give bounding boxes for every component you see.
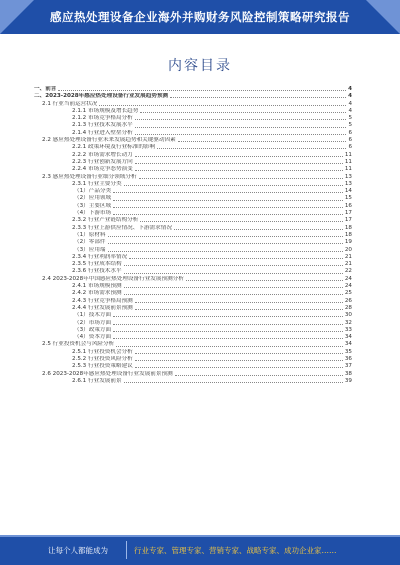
footer-slogan-right: 行业专家、管理专家、营销专家、战略专家、成功企业家…… bbox=[134, 546, 337, 555]
toc-entry[interactable] bbox=[34, 290, 352, 297]
toc-entry-page: 13 bbox=[344, 180, 352, 187]
toc-entry-title: （1）技术方面 bbox=[74, 312, 112, 319]
toc-entry-page: 14 bbox=[344, 188, 352, 195]
toc-entry[interactable] bbox=[34, 210, 352, 217]
toc-leader-dots bbox=[140, 108, 346, 113]
toc-entry-page: 24 bbox=[344, 275, 352, 282]
table-of-contents bbox=[34, 86, 352, 385]
toc-entry[interactable] bbox=[34, 159, 352, 166]
toc-leader-dots bbox=[135, 122, 347, 127]
toc-leader-dots bbox=[129, 254, 343, 259]
toc-entry[interactable] bbox=[34, 195, 352, 202]
toc-entry[interactable] bbox=[34, 137, 352, 144]
toc-entry[interactable] bbox=[34, 152, 352, 159]
toc-leader-dots bbox=[135, 166, 343, 171]
toc-leader-dots bbox=[135, 305, 343, 310]
toc-leader-dots bbox=[178, 137, 347, 142]
toc-entry[interactable] bbox=[34, 115, 352, 122]
toc-leader-dots bbox=[124, 181, 343, 186]
report-title: 感应热处理设备企业海外并购财务风险控制策略研究报告 bbox=[50, 10, 350, 24]
toc-entry-page: 33 bbox=[344, 326, 352, 333]
toc-entry-page: 20 bbox=[344, 246, 352, 253]
toc-entry-title: 2.1.1 市场规模及增长趋势 bbox=[72, 107, 139, 114]
toc-entry[interactable] bbox=[34, 232, 352, 239]
toc-leader-dots bbox=[170, 93, 346, 98]
toc-leader-dots bbox=[135, 159, 343, 164]
toc-entry-title: 2.6 2023-2028年感应热处理设备行业发展前景预测 bbox=[42, 370, 173, 377]
toc-entry-title: （2）应用领域 bbox=[74, 195, 112, 202]
toc-entry[interactable] bbox=[34, 371, 352, 378]
toc-leader-dots bbox=[175, 371, 343, 376]
toc-entry[interactable] bbox=[34, 356, 352, 363]
toc-leader-dots bbox=[108, 232, 343, 237]
toc-entry[interactable] bbox=[34, 217, 352, 224]
toc-entry[interactable] bbox=[34, 93, 352, 100]
toc-entry-title: 2.4.1 市场规模预测 bbox=[72, 283, 122, 290]
toc-leader-dots bbox=[113, 312, 343, 317]
toc-entry[interactable] bbox=[34, 225, 352, 232]
toc-entry-title: 2.5.3 行业投资策略建议 bbox=[72, 363, 133, 370]
toc-entry-page: 18 bbox=[344, 231, 352, 238]
toc-entry-page: 6 bbox=[348, 137, 352, 144]
toc-entry-page: 4 bbox=[348, 86, 352, 92]
toc-entry-title: （4）资本方面 bbox=[74, 334, 112, 341]
toc-entry-title: 2.3.1 行业主要分类 bbox=[72, 180, 122, 187]
toc-entry-title: 2.1.4 行业进入壁垒分析 bbox=[72, 129, 133, 136]
toc-leader-dots bbox=[124, 261, 343, 266]
toc-entry[interactable] bbox=[34, 101, 352, 108]
toc-entry-page: 30 bbox=[344, 312, 352, 319]
toc-leader-dots bbox=[124, 378, 343, 383]
toc-leader-dots bbox=[113, 327, 343, 332]
footer-separator bbox=[126, 541, 127, 559]
toc-entry-title: 2.5.1 行业投资机会分析 bbox=[72, 348, 133, 355]
toc-entry-title: 2.1 行业当前运营状况 bbox=[42, 100, 98, 107]
toc-entry[interactable] bbox=[34, 174, 352, 181]
toc-leader-dots bbox=[135, 115, 347, 120]
toc-entry-page: 4 bbox=[348, 100, 352, 107]
page-header bbox=[0, 0, 400, 34]
toc-entry-page: 4 bbox=[348, 93, 352, 100]
toc-leader-dots bbox=[58, 86, 346, 91]
footer-divider bbox=[0, 535, 400, 537]
toc-entry[interactable] bbox=[34, 261, 352, 268]
toc-leader-dots bbox=[113, 334, 343, 339]
footer-slogan-left: 让每个人都能成为 bbox=[48, 546, 108, 555]
toc-entry-page: 11 bbox=[344, 166, 352, 173]
toc-entry-page: 11 bbox=[344, 158, 352, 165]
toc-entry[interactable] bbox=[34, 378, 352, 385]
toc-entry-page: 19 bbox=[344, 239, 352, 246]
toc-entry-page: 16 bbox=[344, 202, 352, 209]
toc-entry-page: 39 bbox=[344, 377, 352, 384]
toc-leader-dots bbox=[99, 101, 346, 106]
toc-entry-page: 21 bbox=[344, 253, 352, 260]
toc-entry[interactable] bbox=[34, 268, 352, 275]
toc-leader-dots bbox=[124, 268, 343, 273]
toc-leader-dots bbox=[113, 195, 343, 200]
toc-leader-dots bbox=[124, 290, 343, 295]
toc-entry-page: 21 bbox=[344, 261, 352, 268]
toc-entry[interactable] bbox=[34, 283, 352, 290]
toc-entry-page: 4 bbox=[348, 107, 352, 114]
toc-entry-page: 5 bbox=[348, 115, 352, 122]
toc-entry[interactable] bbox=[34, 239, 352, 246]
toc-entry-title: 2.2 感应热处理设备行业未来发展趋势和关键驱动因素 bbox=[42, 137, 176, 144]
toc-entry-page: 34 bbox=[344, 334, 352, 341]
toc-entry-page: 35 bbox=[344, 348, 352, 355]
toc-entry[interactable] bbox=[34, 144, 352, 151]
page-footer bbox=[0, 535, 400, 565]
toc-entry[interactable] bbox=[34, 276, 352, 283]
toc-entry-page: 11 bbox=[344, 151, 352, 158]
toc-entry-page: 38 bbox=[344, 370, 352, 377]
toc-entry-title: （3）政策方面 bbox=[74, 326, 112, 333]
toc-entry-title: 2.2.2 市场需求增长动力 bbox=[72, 151, 133, 158]
toc-entry[interactable] bbox=[34, 320, 352, 327]
toc-entry-title: 2.2.3 行业创新发展方向 bbox=[72, 158, 133, 165]
toc-entry-title: （4）下游市场 bbox=[74, 210, 112, 217]
toc-leader-dots bbox=[135, 349, 343, 354]
toc-leader-dots bbox=[124, 283, 343, 288]
toc-entry-title: （3）主要区域 bbox=[74, 202, 112, 209]
toc-entry[interactable] bbox=[34, 203, 352, 210]
toc-leader-dots bbox=[113, 210, 343, 215]
toc-entry[interactable] bbox=[34, 254, 352, 261]
toc-entry-page: 22 bbox=[344, 268, 352, 275]
toc-leader-dots bbox=[135, 130, 347, 135]
toc-entry-title: （2）市场方面 bbox=[74, 319, 112, 326]
toc-entry-page: 6 bbox=[348, 144, 352, 151]
toc-entry-title: 2.5 行业投资机会与风险分析 bbox=[42, 341, 115, 348]
toc-entry-page: 24 bbox=[344, 283, 352, 290]
toc-leader-dots bbox=[108, 247, 343, 252]
toc-entry[interactable] bbox=[34, 166, 352, 173]
toc-entry-title: 2.3.4 行业利润率情况 bbox=[72, 253, 128, 260]
toc-entry[interactable] bbox=[34, 334, 352, 341]
toc-leader-dots bbox=[113, 203, 343, 208]
toc-entry[interactable] bbox=[34, 298, 352, 305]
toc-leader-dots bbox=[135, 152, 343, 157]
toc-entry-title: 二、2023-2028年感应热处理设备行业发展趋势预测 bbox=[34, 93, 169, 100]
toc-entry-page: 6 bbox=[348, 129, 352, 136]
toc-entry-page: 15 bbox=[344, 195, 352, 202]
toc-entry-page: 26 bbox=[344, 297, 352, 304]
toc-entry-title: 一、前言 bbox=[34, 86, 57, 92]
toc-leader-dots bbox=[157, 144, 346, 149]
toc-entry-page: 32 bbox=[344, 319, 352, 326]
toc-leader-dots bbox=[116, 341, 343, 346]
toc-entry-title: 2.6.1 行业发展前景 bbox=[72, 377, 122, 384]
toc-entry-title: 2.1.3 行业技术发展水平 bbox=[72, 122, 133, 129]
toc-entry-title: 2.4.4 行业发展前景预测 bbox=[72, 304, 133, 311]
toc-entry[interactable] bbox=[34, 247, 352, 254]
toc-leader-dots bbox=[135, 363, 343, 368]
toc-entry-page: 25 bbox=[344, 290, 352, 297]
toc-entry[interactable] bbox=[34, 341, 352, 348]
toc-entry[interactable] bbox=[34, 188, 352, 195]
toc-entry[interactable] bbox=[34, 86, 352, 93]
toc-entry-page: 17 bbox=[344, 210, 352, 217]
toc-entry-title: 2.2.1 政策环境及行业标准的影响 bbox=[72, 144, 156, 151]
toc-entry[interactable] bbox=[34, 349, 352, 356]
toc-leader-dots bbox=[186, 276, 343, 281]
toc-leader-dots bbox=[140, 217, 343, 222]
toc-entry-title: 2.1.2 市场竞争格局分析 bbox=[72, 115, 133, 122]
toc-entry-page: 36 bbox=[344, 355, 352, 362]
toc-entry[interactable] bbox=[34, 108, 352, 115]
toc-entry-page: 37 bbox=[344, 363, 352, 370]
toc-entry-title: 2.4 2023-2028年中国感应热处理设备行业发展预测分析 bbox=[42, 275, 184, 282]
toc-entry-page: 34 bbox=[344, 341, 352, 348]
toc-entry-title: 2.4.2 市场需求预测 bbox=[72, 290, 122, 297]
toc-entry-title: （2）零部件 bbox=[74, 239, 106, 246]
toc-entry[interactable] bbox=[34, 312, 352, 319]
toc-entry[interactable] bbox=[34, 181, 352, 188]
toc-entry-title: （1）产品分类 bbox=[74, 188, 112, 195]
toc-entry-title: 2.3.5 行业成本结构 bbox=[72, 261, 122, 268]
toc-entry-page: 5 bbox=[348, 122, 352, 129]
toc-entry[interactable] bbox=[34, 122, 352, 129]
toc-entry[interactable] bbox=[34, 305, 352, 312]
toc-leader-dots bbox=[108, 239, 343, 244]
toc-entry-title: （3）应用端 bbox=[74, 246, 106, 253]
toc-entry-title: （1）原材料 bbox=[74, 231, 106, 238]
toc-entry-title: 2.3.2 行业产业链结构分析 bbox=[72, 217, 139, 224]
toc-leader-dots bbox=[139, 174, 343, 179]
toc-leader-dots bbox=[113, 320, 343, 325]
toc-entry-title: 2.3 感应热处理设备行业细分领域分析 bbox=[42, 173, 137, 180]
toc-heading: 内容目录 bbox=[168, 58, 232, 74]
toc-entry-title: 2.5.2 行业投资风险分析 bbox=[72, 355, 133, 362]
toc-entry[interactable] bbox=[34, 363, 352, 370]
toc-entry-title: 2.4.3 行业竞争格局预测 bbox=[72, 297, 133, 304]
toc-entry-title: 2.3.6 行业技术水平 bbox=[72, 268, 122, 275]
toc-entry-page: 17 bbox=[344, 217, 352, 224]
toc-entry-title: 2.3.3 行业上游供应情况、下游需求情况 bbox=[72, 224, 172, 231]
toc-entry-page: 13 bbox=[344, 173, 352, 180]
toc-leader-dots bbox=[135, 298, 343, 303]
toc-entry-title: 2.2.4 市场竞争态势演变 bbox=[72, 166, 133, 173]
toc-entry[interactable] bbox=[34, 130, 352, 137]
toc-entry-page: 18 bbox=[344, 224, 352, 231]
toc-entry-page: 28 bbox=[344, 304, 352, 311]
toc-entry[interactable] bbox=[34, 327, 352, 334]
toc-leader-dots bbox=[135, 356, 343, 361]
toc-leader-dots bbox=[113, 188, 343, 193]
toc-leader-dots bbox=[174, 225, 343, 230]
